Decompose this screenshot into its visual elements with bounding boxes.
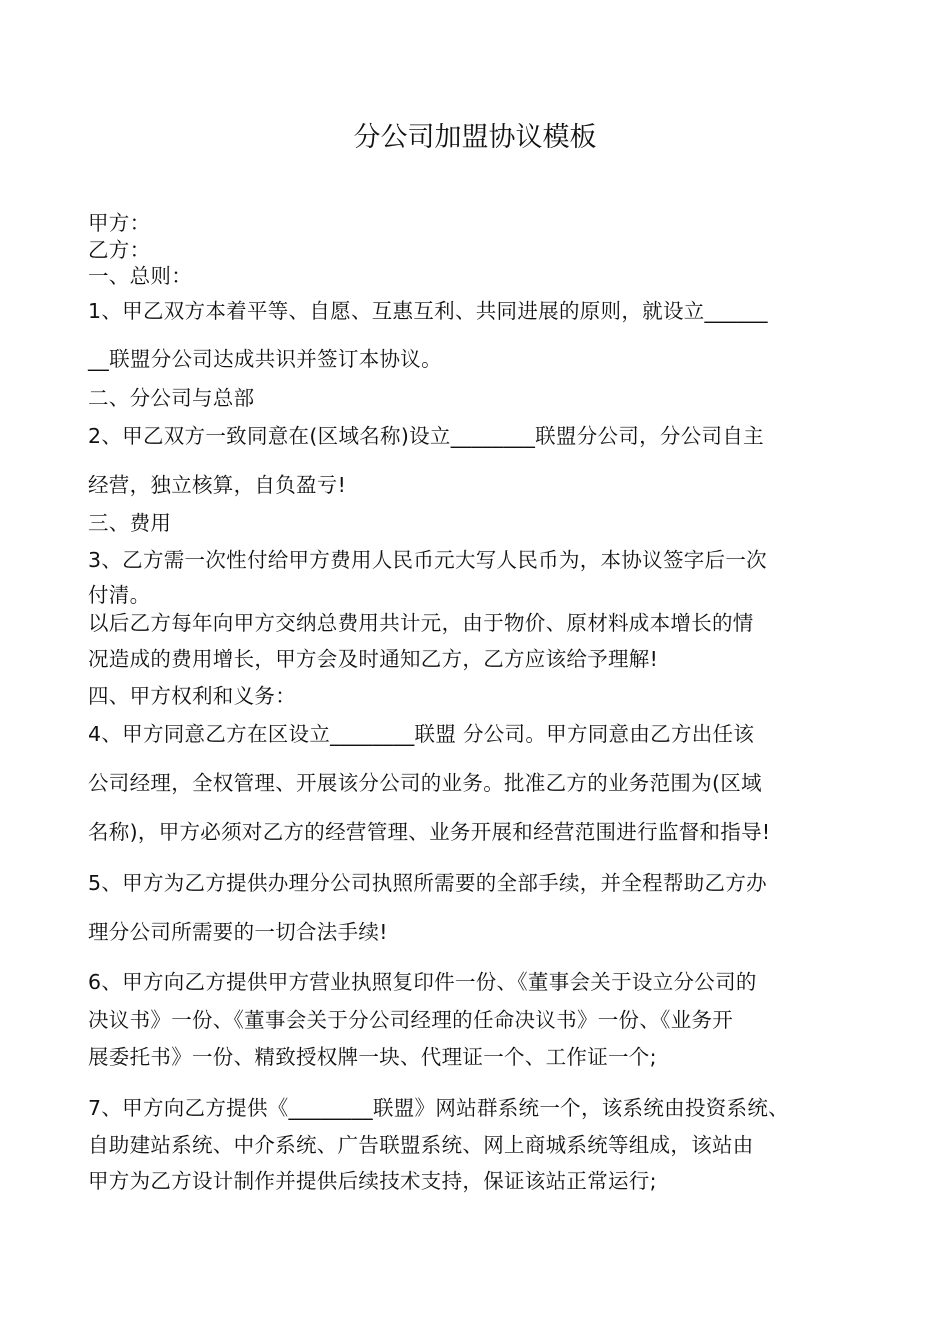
clause-7-line-3: 甲方为乙方设计制作并提供后续技术支持，保证该站正常运行;	[88, 1169, 657, 1193]
clause-1-line-1: 1、甲乙双方本着平等、自愿、互惠互利、共同进展的原则，就设立______	[88, 299, 768, 323]
clause-3-line-2: 付清。	[88, 583, 151, 607]
section-heading-general: 一、总则：	[88, 264, 192, 288]
clause-3-line-3: 以后乙方每年向甲方交纳总费用共计元，由于物价、原材料成本增长的情	[88, 611, 754, 635]
section-heading-branch: 二、分公司与总部	[88, 386, 255, 410]
clause-2-line-1: 2、甲乙双方一致同意在(区域名称)设立________联盟分公司，分公司自主	[88, 424, 764, 448]
party-a-label: 甲方：	[88, 211, 151, 235]
clause-6-line-2: 决议书》一份、《董事会关于分公司经理的任命决议书》一份、《业务开	[88, 1008, 734, 1032]
clause-7-line-2: 自助建站系统、中介系统、广告联盟系统、网上商城系统等组成，该站由	[88, 1133, 754, 1157]
party-b-label: 乙方：	[88, 238, 151, 262]
clause-2-line-2: 经营，独立核算，自负盈亏!	[88, 473, 347, 497]
clause-5-line-2: 理分公司所需要的一切合法手续!	[88, 920, 388, 944]
clause-3-line-1: 3、乙方需一次性付给甲方费用人民币元大写人民币为，本协议签字后一次	[88, 548, 767, 572]
clause-7-line-1: 7、甲方向乙方提供《________联盟》网站群系统一个，该系统由投资系统、	[88, 1096, 789, 1120]
clause-6-line-3: 展委托书》一份、精致授权牌一块、代理证一个、工作证一个;	[88, 1045, 657, 1069]
document-title: 分公司加盟协议模板	[353, 122, 597, 153]
section-heading-party-a-rights: 四、甲方权利和义务：	[88, 684, 296, 708]
clause-3-line-4: 况造成的费用增长，甲方会及时通知乙方，乙方应该给予理解!	[88, 647, 659, 671]
clause-1-line-2: __联盟分公司达成共识并签订本协议。	[88, 347, 442, 371]
clause-4-line-1: 4、甲方同意乙方在区设立________联盟 分公司。甲方同意由乙方出任该	[88, 722, 755, 746]
section-heading-fees: 三、费用	[88, 511, 172, 535]
clause-4-line-3: 名称)，甲方必须对乙方的经营管理、业务开展和经营范围进行监督和指导!	[88, 820, 771, 844]
clause-4-line-2: 公司经理，全权管理、开展该分公司的业务。批准乙方的业务范围为(区域	[88, 771, 762, 795]
clause-6-line-1: 6、甲方向乙方提供甲方营业执照复印件一份、《董事会关于设立分公司的	[88, 970, 757, 994]
clause-5-line-1: 5、甲方为乙方提供办理分公司执照所需要的全部手续，并全程帮助乙方办	[88, 871, 767, 895]
